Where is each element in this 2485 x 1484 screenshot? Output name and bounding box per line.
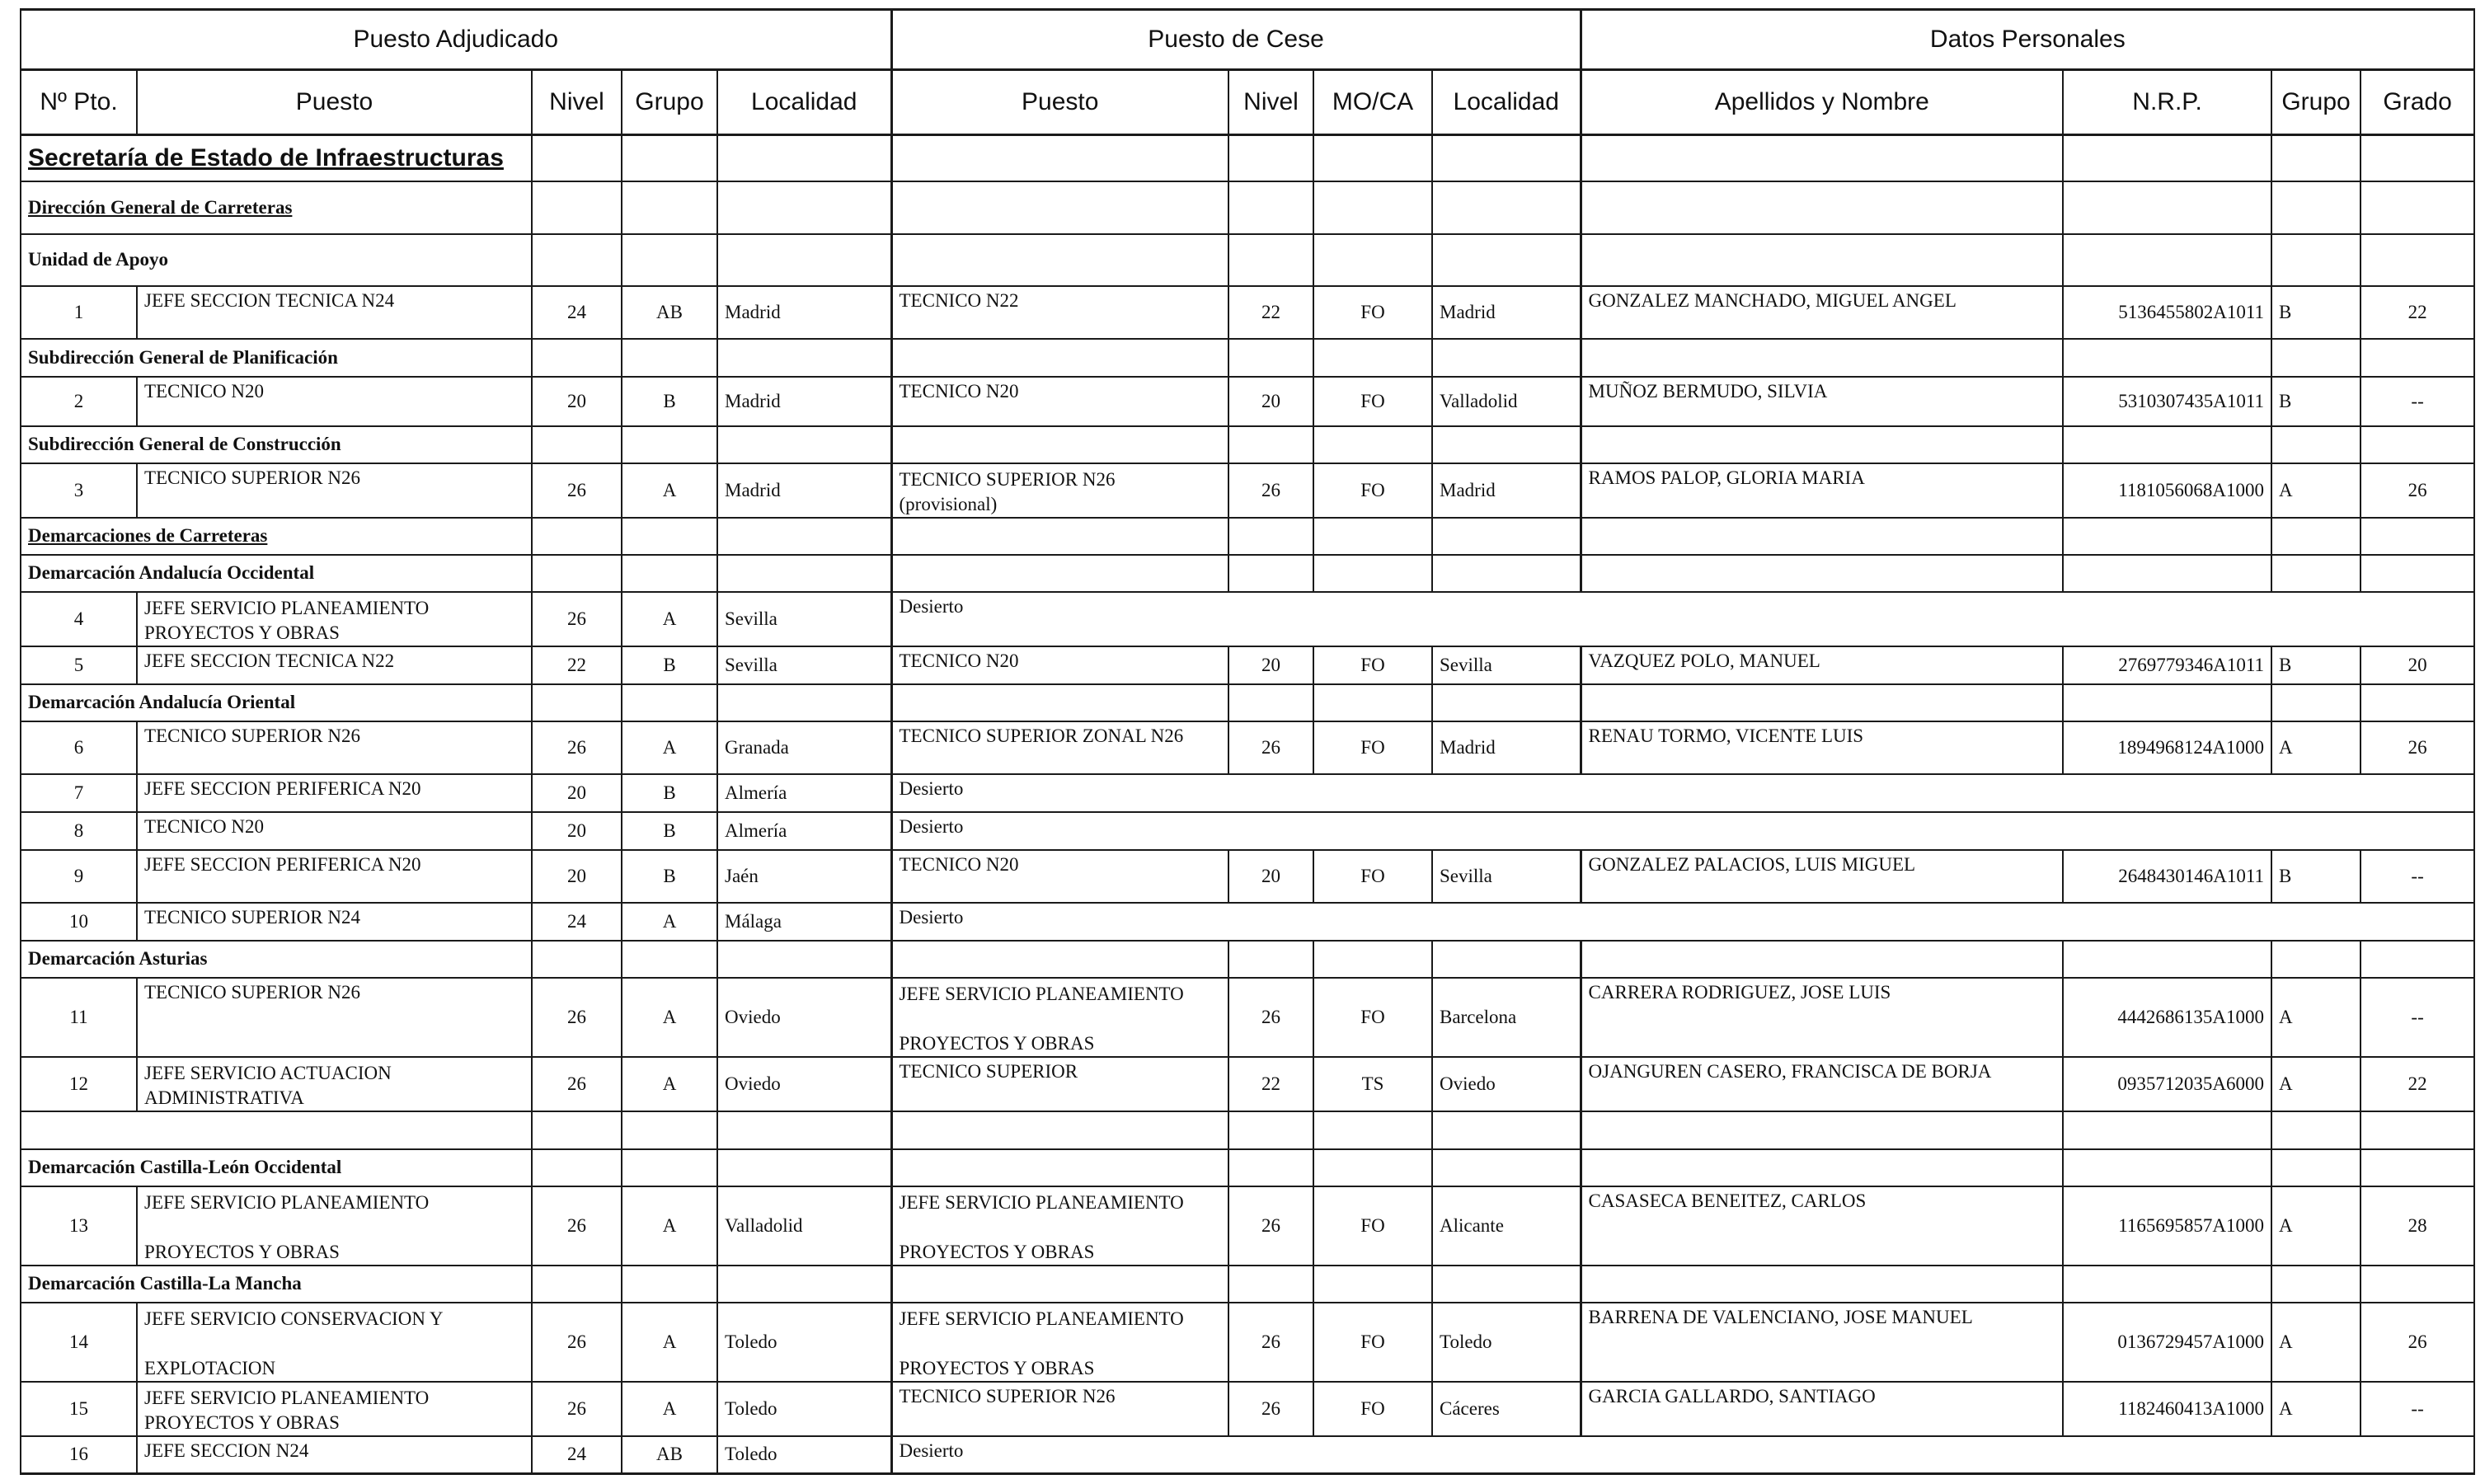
group-header-cese: Puesto de Cese [891, 10, 1581, 70]
table-cell: 14 [21, 1303, 137, 1382]
table-row [21, 1186, 2474, 1266]
table-cell: Valladolid [717, 1186, 891, 1266]
table-cell: 28 [2361, 1186, 2474, 1266]
table-cell: VAZQUEZ POLO, MANUEL [1581, 646, 2063, 684]
col-localidad-cese: Localidad [1432, 70, 1581, 135]
table-row [21, 774, 2474, 812]
table-cell: 10 [21, 903, 137, 941]
section-row [21, 1266, 2474, 1303]
table-cell: 20 [2361, 646, 2474, 684]
table-cell: JEFE SECCION TECNICA N24 [137, 286, 532, 339]
table-cell: 22 [2361, 286, 2474, 339]
table-cell: 26 [1228, 1382, 1313, 1436]
table-cell: Almería [717, 812, 891, 850]
section-title: Unidad de Apoyo [28, 249, 169, 270]
table-cell: 2769779346A1011 [2063, 646, 2271, 684]
table-cell: 20 [532, 812, 622, 850]
table-cell: TECNICO N22 [891, 286, 1228, 339]
table-cell: Madrid [1432, 721, 1581, 774]
table-cell: 26 [2361, 1303, 2474, 1382]
section-title: Secretaría de Estado de Infraestructuras [28, 143, 504, 171]
table-cell: 24 [532, 903, 622, 941]
table-cell: Granada [717, 721, 891, 774]
table-cell: Toledo [717, 1303, 891, 1382]
table-cell: TECNICO SUPERIOR N26 [137, 721, 532, 774]
table-cell: -- [2361, 978, 2474, 1057]
table-cell: 2648430146A1011 [2063, 850, 2271, 903]
section-row [21, 426, 2474, 463]
table-row [21, 463, 2474, 518]
table-cell: 22 [1228, 1057, 1313, 1111]
table-cell: TECNICO N20 [891, 377, 1228, 426]
table-cell: JEFE SERVICIO PLANEAMIENTO PROYECTOS Y OBRAS [891, 1303, 1228, 1382]
table-cell: 7 [21, 774, 137, 812]
table-cell: Madrid [717, 377, 891, 426]
table-cell: B [2271, 377, 2361, 426]
table-cell: TECNICO SUPERIOR N24 [137, 903, 532, 941]
table-cell: 20 [1228, 850, 1313, 903]
table-cell: MUÑOZ BERMUDO, SILVIA [1581, 377, 2063, 426]
section-row [21, 555, 2474, 592]
col-grupo: Grupo [622, 70, 717, 135]
table-cell: B [2271, 286, 2361, 339]
col-mo-ca: MO/CA [1313, 70, 1432, 135]
table-cell: CASASECA BENEITEZ, CARLOS [1581, 1186, 2063, 1266]
table-cell: A [2271, 1186, 2361, 1266]
desierto-cell: Desierto [891, 592, 2474, 646]
table-cell: 26 [1228, 978, 1313, 1057]
table-cell: Sevilla [1432, 646, 1581, 684]
table-cell: 5136455802A1011 [2063, 286, 2271, 339]
table-cell: 13 [21, 1186, 137, 1266]
table-cell: B [622, 850, 717, 903]
table-cell: Sevilla [717, 646, 891, 684]
table-cell: TECNICO N20 [137, 812, 532, 850]
table-cell: Alicante [1432, 1186, 1581, 1266]
table-row [21, 978, 2474, 1057]
table-row [21, 1382, 2474, 1436]
table-cell: 5310307435A1011 [2063, 377, 2271, 426]
table-cell: TECNICO SUPERIOR [891, 1057, 1228, 1111]
table-cell: 24 [532, 1436, 622, 1474]
table-cell: 26 [532, 592, 622, 646]
table-cell: B [622, 774, 717, 812]
table-cell: 11 [21, 978, 137, 1057]
table-cell: 20 [532, 774, 622, 812]
table-cell: JEFE SECCION PERIFERICA N20 [137, 850, 532, 903]
table-cell: B [2271, 850, 2361, 903]
table-cell: TECNICO SUPERIOR N26 [137, 463, 532, 518]
table-row [21, 1303, 2474, 1382]
table-cell: JEFE SERVICIO CONSERVACION Y EXPLOTACION [137, 1303, 532, 1382]
section-title: Demarcación Asturias [28, 948, 208, 969]
section-title: Dirección General de Carreteras [28, 196, 293, 218]
col-grupo-personal: Grupo [2271, 70, 2361, 135]
table-cell: BARRENA DE VALENCIANO, JOSE MANUEL [1581, 1303, 2063, 1382]
table-cell: A [622, 1057, 717, 1111]
table-cell: TS [1313, 1057, 1432, 1111]
table-cell: FO [1313, 721, 1432, 774]
table-row [21, 903, 2474, 941]
table-cell: FO [1313, 1303, 1432, 1382]
col-localidad: Localidad [717, 70, 891, 135]
table-cell: Oviedo [717, 978, 891, 1057]
empty-row [21, 1111, 2474, 1149]
table-cell: -- [2361, 377, 2474, 426]
table-cell: B [622, 646, 717, 684]
table-cell: JEFE SERVICIO ACTUACION ADMINISTRATIVA [137, 1057, 532, 1111]
table-cell: GARCIA GALLARDO, SANTIAGO [1581, 1382, 2063, 1436]
table-cell: A [622, 463, 717, 518]
table-cell: 8 [21, 812, 137, 850]
table-cell: JEFE SERVICIO PLANEAMIENTO PROYECTOS Y OBRAS [137, 592, 532, 646]
table-cell: Oviedo [1432, 1057, 1581, 1111]
section-row [21, 234, 2474, 286]
table-cell: 26 [2361, 463, 2474, 518]
table-cell: 26 [2361, 721, 2474, 774]
section-title: Subdirección General de Construcción [28, 434, 341, 454]
table-cell: Madrid [1432, 286, 1581, 339]
table-cell: 20 [532, 850, 622, 903]
table-cell: Jaén [717, 850, 891, 903]
table-cell: OJANGUREN CASERO, FRANCISCA DE BORJA [1581, 1057, 2063, 1111]
table-cell: JEFE SECCION PERIFERICA N20 [137, 774, 532, 812]
section-title: Subdirección General de Planificación [28, 346, 338, 368]
section-row [21, 941, 2474, 978]
table-cell: TECNICO N20 [891, 646, 1228, 684]
section-title: Demarcación Castilla-La Mancha [28, 1273, 302, 1294]
table-cell: A [2271, 1382, 2361, 1436]
table-cell: TECNICO N20 [137, 377, 532, 426]
table-cell: FO [1313, 850, 1432, 903]
table-cell: TECNICO SUPERIOR N26 [137, 978, 532, 1057]
table-cell: 24 [532, 286, 622, 339]
table-cell: Madrid [1432, 463, 1581, 518]
table-cell: Toledo [1432, 1303, 1581, 1382]
table-row [21, 377, 2474, 426]
table-row [21, 812, 2474, 850]
table-cell: 22 [1228, 286, 1313, 339]
group-header-personales: Datos Personales [1581, 10, 2474, 70]
table-cell: 3 [21, 463, 137, 518]
section-row [21, 181, 2474, 234]
resolution-table [20, 8, 2475, 1475]
table-cell: GONZALEZ PALACIOS, LUIS MIGUEL [1581, 850, 2063, 903]
table-cell: 4442686135A1000 [2063, 978, 2271, 1057]
table-cell: 26 [532, 1057, 622, 1111]
table-cell: A [622, 978, 717, 1057]
table-row [21, 721, 2474, 774]
table-cell: A [622, 903, 717, 941]
col-nivel-cese: Nivel [1228, 70, 1313, 135]
table-cell: JEFE SERVICIO PLANEAMIENTO PROYECTOS Y OBRAS [137, 1186, 532, 1266]
table-cell: 22 [2361, 1057, 2474, 1111]
table-row [21, 1057, 2474, 1111]
table-cell: Almería [717, 774, 891, 812]
table-cell: Oviedo [717, 1057, 891, 1111]
table-cell: 0136729457A1000 [2063, 1303, 2271, 1382]
table-cell: A [622, 1303, 717, 1382]
table-cell: -- [2361, 850, 2474, 903]
table-cell: 26 [1228, 1186, 1313, 1266]
table-cell: TECNICO SUPERIOR N26 (provisional) [891, 463, 1228, 518]
table-cell: JEFE SERVICIO PLANEAMIENTO PROYECTOS Y OBRAS [891, 978, 1228, 1057]
col-n-pto: Nº Pto. [21, 70, 137, 135]
table-cell: 20 [1228, 377, 1313, 426]
col-nivel: Nivel [532, 70, 622, 135]
table-cell: FO [1313, 978, 1432, 1057]
table-cell: 4 [21, 592, 137, 646]
table-cell: RENAU TORMO, VICENTE LUIS [1581, 721, 2063, 774]
table-cell: B [2271, 646, 2361, 684]
table-cell: 1165695857A1000 [2063, 1186, 2271, 1266]
table-cell: -- [2361, 1382, 2474, 1436]
section-row [21, 135, 2474, 181]
table-cell: 26 [1228, 463, 1313, 518]
table-cell: A [622, 1382, 717, 1436]
table-cell: 26 [532, 1382, 622, 1436]
section-row [21, 1149, 2474, 1186]
table-cell: 20 [532, 377, 622, 426]
table-cell: JEFE SECCION N24 [137, 1436, 532, 1474]
group-header-adjudicado: Puesto Adjudicado [21, 10, 891, 70]
table-cell: 1 [21, 286, 137, 339]
section-row [21, 339, 2474, 377]
table-cell: 26 [532, 721, 622, 774]
table-cell: 1181056068A1000 [2063, 463, 2271, 518]
desierto-cell: Desierto [891, 1436, 2474, 1474]
section-title: Demarcación Andalucía Oriental [28, 692, 296, 712]
table-cell: FO [1313, 463, 1432, 518]
table-cell: CARRERA RODRIGUEZ, JOSE LUIS [1581, 978, 2063, 1057]
desierto-cell: Desierto [891, 812, 2474, 850]
table-cell: 26 [1228, 1303, 1313, 1382]
col-nrp: N.R.P. [2063, 70, 2271, 135]
table-cell: Barcelona [1432, 978, 1581, 1057]
table-cell: 26 [1228, 721, 1313, 774]
section-title: Demarcación Castilla-León Occidental [28, 1157, 342, 1177]
col-puesto-cese: Puesto [891, 70, 1228, 135]
table-cell: Toledo [717, 1436, 891, 1474]
table-cell: RAMOS PALOP, GLORIA MARIA [1581, 463, 2063, 518]
section-title: Demarcación Andalucía Occidental [28, 562, 315, 583]
table-cell: TECNICO N20 [891, 850, 1228, 903]
table-cell: JEFE SERVICIO PLANEAMIENTO PROYECTOS Y OBRAS [891, 1186, 1228, 1266]
table-cell: 1182460413A1000 [2063, 1382, 2271, 1436]
table-cell: 5 [21, 646, 137, 684]
table-cell: FO [1313, 377, 1432, 426]
table-cell: 9 [21, 850, 137, 903]
table-cell: Valladolid [1432, 377, 1581, 426]
table-cell: A [2271, 1057, 2361, 1111]
table-cell: 1894968124A1000 [2063, 721, 2271, 774]
desierto-cell: Desierto [891, 774, 2474, 812]
table-cell: A [2271, 463, 2361, 518]
table-cell: 6 [21, 721, 137, 774]
table-cell: Madrid [717, 286, 891, 339]
table-cell: JEFE SERVICIO PLANEAMIENTO PROYECTOS Y OBRAS [137, 1382, 532, 1436]
group-header-row [21, 10, 2474, 70]
table-cell: FO [1313, 1382, 1432, 1436]
table-cell: 15 [21, 1382, 137, 1436]
table-cell: A [2271, 978, 2361, 1057]
section-secretaria [21, 135, 532, 181]
table-row [21, 286, 2474, 339]
table-row [21, 1436, 2474, 1474]
table-cell: TECNICO SUPERIOR ZONAL N26 [891, 721, 1228, 774]
table-cell: Cáceres [1432, 1382, 1581, 1436]
table-cell: 26 [532, 1303, 622, 1382]
table-cell: TECNICO SUPERIOR N26 [891, 1382, 1228, 1436]
table-cell: 0935712035A6000 [2063, 1057, 2271, 1111]
col-apellidos-nombre: Apellidos y Nombre [1581, 70, 2063, 135]
table-cell: Sevilla [1432, 850, 1581, 903]
table-cell: AB [622, 286, 717, 339]
table-cell: 16 [21, 1436, 137, 1474]
section-row [21, 684, 2474, 721]
table-cell: Toledo [717, 1382, 891, 1436]
section-row [21, 518, 2474, 555]
col-puesto: Puesto [137, 70, 532, 135]
desierto-cell: Desierto [891, 903, 2474, 941]
column-header-row [21, 70, 2474, 135]
table-cell: JEFE SECCION TECNICA N22 [137, 646, 532, 684]
table-cell: B [622, 377, 717, 426]
table-cell: 20 [1228, 646, 1313, 684]
table-row [21, 592, 2474, 646]
table-cell: A [622, 721, 717, 774]
table-cell: A [622, 592, 717, 646]
table-cell: 2 [21, 377, 137, 426]
table-cell: AB [622, 1436, 717, 1474]
table-cell: FO [1313, 1186, 1432, 1266]
table-cell: Málaga [717, 903, 891, 941]
table-cell: A [622, 1186, 717, 1266]
table-row [21, 646, 2474, 684]
table-cell: 26 [532, 463, 622, 518]
table-cell: 12 [21, 1057, 137, 1111]
table-cell: A [2271, 1303, 2361, 1382]
table-cell: FO [1313, 286, 1432, 339]
table-cell: 26 [532, 1186, 622, 1266]
table-cell: FO [1313, 646, 1432, 684]
col-grado: Grado [2361, 70, 2474, 135]
table-cell: Madrid [717, 463, 891, 518]
table-cell: A [2271, 721, 2361, 774]
table-cell: GONZALEZ MANCHADO, MIGUEL ANGEL [1581, 286, 2063, 339]
section-title: Demarcaciones de Carreteras [28, 525, 268, 546]
table-cell: Sevilla [717, 592, 891, 646]
table-cell: 22 [532, 646, 622, 684]
table-cell: 26 [532, 978, 622, 1057]
table-cell: B [622, 812, 717, 850]
table-row [21, 850, 2474, 903]
